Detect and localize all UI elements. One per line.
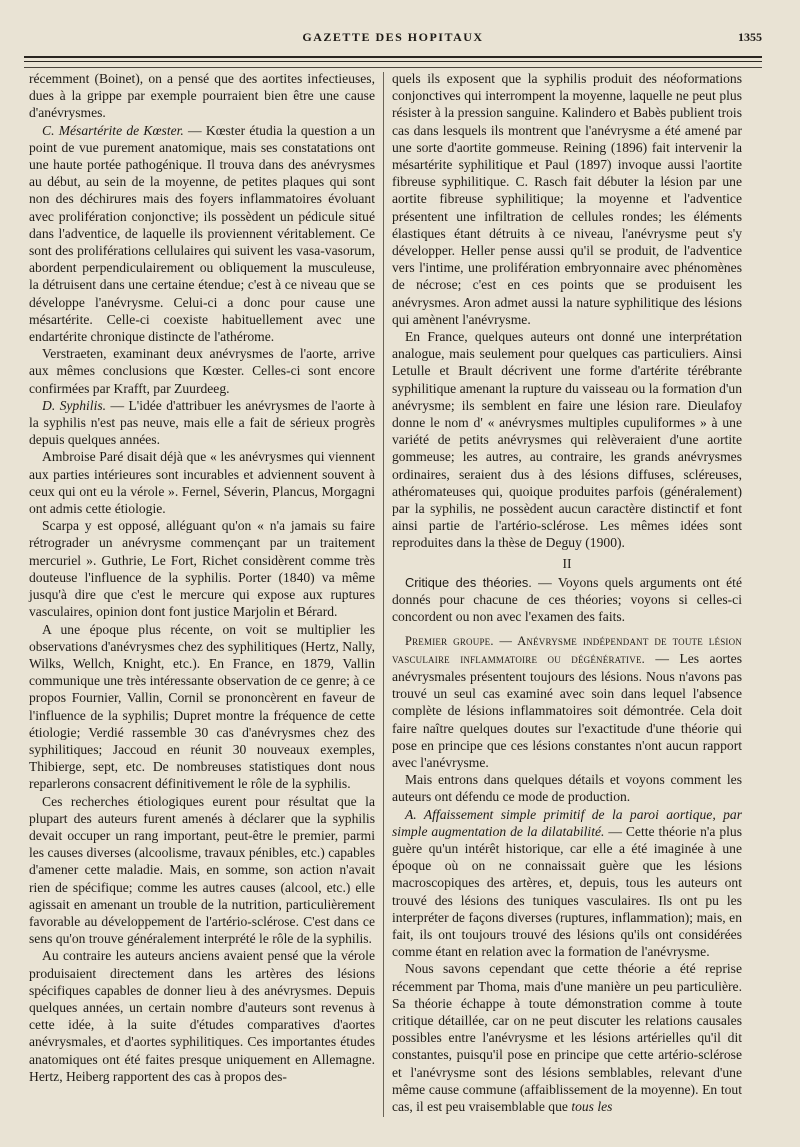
subsection-heading: D. Syphilis. [42,397,107,413]
running-head [24,30,762,50]
paragraph [29,397,375,449]
paragraph [392,574,742,626]
paragraph-text-italic: tous les [571,1098,613,1114]
paragraph-text: — Cette théorie n'a plus guère qu'un intérêt historique, car elle a été imaginée à une époque où on ne connaissait guère que les lésions macroscopiques des artères, et, depuis, tous les auteurs ont trouvé des lésions des tuniques vasculaires. Ils ont pu les interpréter de façons diverses (ruptures, inflammation); mais, en fait, ils ont toujours trouvé des lésions qu'ils ont considérées comme étant en relation avec la formation de l'anévrysme. [392,823,742,960]
paragraph-text: — Les aortes anévrysmales présentent toujours des lésions. Nous n'avons pas trouvé un seul cas examiné avec soin dans lequel l'absence complète de lésions inflammatoires soit démontrée. Cela doit faire naître quelques doutes sur l'exactitude d'une théorie qui pose en principe que ces lésions constantes n'ont aucun rapport avec l'anévrysme. [392,650,742,770]
paragraph: Ces recherches étiologiques eurent pour résultat que la plupart des auteurs furent amenés à déclarer que la syphilis devait occuper un rang important, peut-être le premier, parmi les causes diverses (alcoolisme, travaux pénibles, etc.) capables d'amener cette maladie. Mais, en somme, son action n'avait rien de spécifique; comme les autres causes (alcool, etc.) elle agissait en amenant un trouble de la nutrition, particulièrement favorable au développement de l'artério-sclérose. C'est dans ce sens qu'on trouve généralement interprété le rôle de la syphilis. [29,793,375,947]
header-rule-thin [24,61,762,62]
paragraph [392,632,742,772]
paragraph-text: — Kœster étudia la question a un point de vue purement anatomique, mais ses constatations ont une haute portée pathogénique. Il trouva dans des anévrysmes au début, au sein de la moyenne, de petites plaques qui sont non des déchirures mais des foyers inflammatoires évoluant avec prolifération conjonctive; ils possèdent un pédicule situé dans l'adventice, de laquelle ils proviennent véritablement. Ce sont des proliférations cellulaires qui suivent les vasa-vasorum, abordent perpendiculairement ou obliquement la musculeuse, la détruisent dans une certaine étendue; c'est à ce niveau que se développe l'anévrysme. Celui-ci a donc pour cause une mésartérite. Celle-ci coexiste habituellement avec une endartérite chronique distincte de l'athérome. [29,122,375,345]
subsection-heading: C. Mésartérite de Kœster. [42,122,184,138]
paragraph: Verstraeten, examinant deux anévrysmes de l'aorte, arrive aux mêmes conclusions que Kœster. Celles-ci sont encore confirmées par Krafft, par Zuurdeeg. [29,346,375,396]
page-number: 1355 [738,30,762,44]
journal-title: GAZETTE DES HOPITAUX [302,30,484,44]
paragraph: récemment (Boinet), on a pensé que des aortites infectieuses, dues à la grippe par exemple pourraient bien être une cause d'anévrysmes. [29,71,375,121]
section-numeral: II [562,555,572,571]
paragraph: Au contraire les auteurs anciens avaient pensé que la vérole produisaient directement dans les artères des lésions spécifiques capables de donner lieu à des anévrysmes. Depuis quelques années, un certain nombre d'auteurs sont revenus à cette idée, à la suite d'études comparatives d'aortes anévrysmales, et d'aortes syphilitiques. Ces importantes études anatomiques ont été faites presque uniquement en Allemagne. Hertz, Heiberg rapportent des cas à propos des- [29,948,375,1084]
paragraph [392,806,742,961]
paragraph-text: — Voyons quels arguments ont été donnés pour chacune de ces théories; voyons si celles-ci concordent ou non avec l'examen des faits. [392,574,742,625]
paragraph: quels ils exposent que la syphilis produit des néoformations conjonctives qui interrompent la moyenne, laquelle ne peut plus résister à la pression sanguine. Kalindero et Babès publient trois cas dans lesquels ils montrent que l'anévrysme a été amené par une sorte d'aortite gommeuse. Reining (1896) fait intervenir la mésartérite syphilitique et Paul (1897) invoque aussi l'aortite fibreuse syphilitique. C. Rasch fait débuter la lésion par une aortite fibreuse syphilitique; la moyenne et l'adventice présentent une infiltration de cellules rondes; les éléments élastiques étant détruits à ce niveau, l'anévrysme peut s'y développer. Heller pense aussi qu'il se produit, de l'adventice vers l'intime, une prolifération embryonnaire avec phénomènes de nécrose; c'est en ces points que se produisent les anévrysmes. Aron admet aussi la nature syphilitique des lésions qui amènent l'anévrysme. [392,71,742,327]
subsection-heading: A. Affaissement simple primitif de la paroi aortique, par simple augmentation de la dilatabilité. [392,806,742,839]
paragraph: Ambroise Paré disait déjà que « les anévrysmes qui viennent aux parties intérieures sont incurables et adviennent souvent à ceux qui ont eu la vérole ». Fernel, Séverin, Plancus, Morgagni ont admis cette étiologie. [29,449,375,517]
paragraph [29,122,375,346]
paragraph: A une époque plus récente, on voit se multiplier les observations d'anévrysmes chez des syphilitiques (Hertz, Nally, Wilks, Wellch, Knight, etc.). En France, en 1879, Vallin communique une très intéressante observation de ce genre; à ce propos Fournier, Vallin, Cornil se prononcèrent en faveur de l'influence de la syphilis; Dupret montre la fréquence de cette étiologie; Verdié rassemble 30 cas d'anévrysmes chez des syphilitiques; Jaccoud en réunit 30 nouveaux exemples, Thibierge, sept, etc. De nombreuses statistiques dont nous reparlerons consacrent définitivement le rôle de la syphilis. [29,621,375,792]
column-divider [383,72,384,1117]
group-heading: Premier groupe. — Anévrysme indépendant de toute lésion vasculaire inflammatoire ou dégénérative. [392,633,742,666]
paragraph-text: Nous savons cependant que cette théorie a été reprise récemment par Thoma, mais d'une manière un peu particulière. Sa théorie échappe à toute démonstration comme à toute critique détaillée, car on ne peut discuter les relations causales possibles entre l'anévrysme et les lésions artérielles qu'il dit constantes, puisqu'il pose en principe que cette artério-sclérose et l'anévrysme sont des lésions semblables, relevant d'une même cause commune (affaiblissement de la moyenne). En tout cas, il est peu vraisemblable que [392,961,742,1114]
left-column [29,70,375,1085]
paragraph: Scarpa y est opposé, alléguant qu'on « n'a jamais su faire rétrograder un anévrysme commençant par un traitement mercuriel ». Guthrie, Le Fort, Richet considèrent comme très douteuse l'influence de la syphilis. Porter (1840) va même jusqu'à dire que c'est le mercure qui expose aux ruptures vasculaires, opinion dont font justice Marjolin et Bérard. [29,518,375,620]
paragraph [392,960,742,1115]
section-heading: Critique des théories. [405,574,532,590]
paragraph: En France, quelques auteurs ont donné une interprétation analogue, mais seulement pour quelques cas particuliers. Ainsi Letulle et Brault décrivent une forme d'artérite térébrante syphilitique amenant la rupture du vaisseau ou la formation d'un anévrysme; ils semblent en faire une lésion rare. Dieulafoy donne le nom d' « anévrysmes multiples cupuliformes » à une variété de petits anévrysmes qui relèveraient d'une aortite gommeuse; les autres, au contraire, les grands anévrysmes ordinaires, seraient dus à des lésions diffuses, scléreuses, athéromateuses qui, quoique produites parfois (généralement) par la syphilis, ne possèdent aucun caractère distinctif et font ainsi partie de l'artério-sclérose. Les mêmes idées sont reproduites dans la thèse de Deguy (1900). [392,329,742,551]
header-rule-thick [24,56,762,58]
right-column [392,70,742,1115]
paragraph: Mais entrons dans quelques détails et voyons comment les auteurs ont défendu ce mode de production. [392,772,742,805]
header-rule-bottom [24,67,762,68]
paragraph-text: — L'idée d'attribuer les anévrysmes de l'aorte à la syphilis n'est pas neuve, mais elle a fait de sérieux progrès depuis quelques années. [29,397,376,448]
